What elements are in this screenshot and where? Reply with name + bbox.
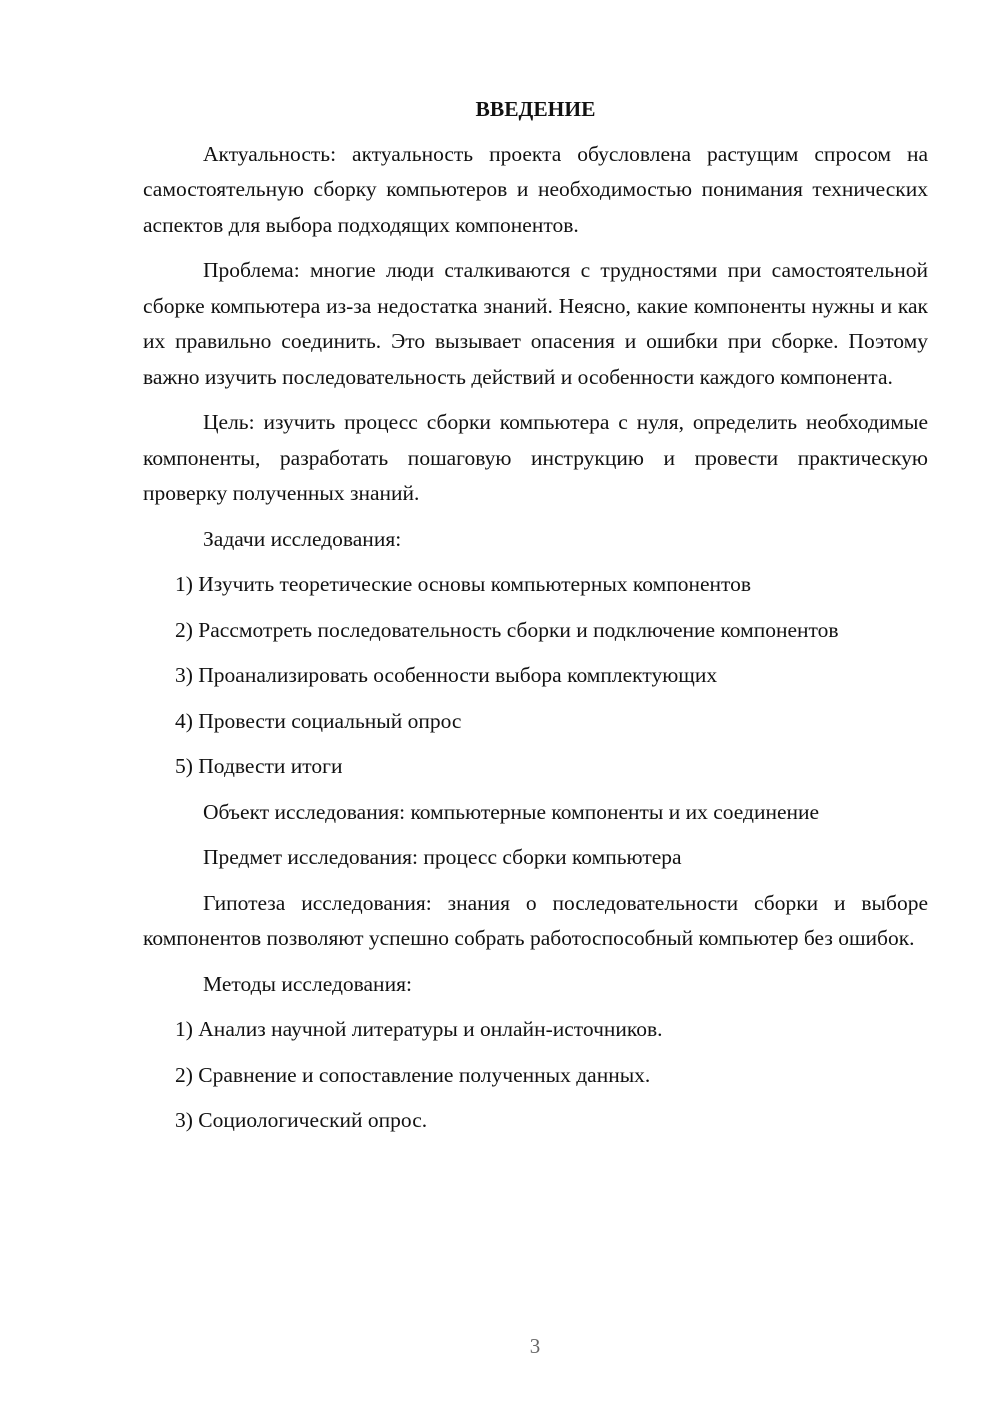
problem-paragraph: Проблема: многие люди сталкиваются с трудностями при самостоятельной сборке компьютера из-за недостатка знаний. Неясно, какие компоненты нужны и как их правильно соединить. Это вызывает опасения и ошибки при сборке. Поэтому важно изучить последовательность действий и особенности каждого компонента. <box>143 258 928 389</box>
task-item-4: 4) Провести социальный опрос <box>175 708 462 733</box>
tasks-heading: Задачи исследования: <box>203 526 402 551</box>
method-item-3: 3) Социологический опрос. <box>175 1108 428 1132</box>
goal-paragraph: Цель: изучить процесс сборки компьютера с нуля, определить необходимые компоненты, разработать пошаговую инструкцию и провести практическую проверку полученных знаний. <box>143 410 928 505</box>
task-item-1: 1) Изучить теоретические основы компьютерных компонентов <box>175 572 752 596</box>
research-subject: Предмет исследования: процесс сборки компьютера <box>203 845 682 869</box>
task-item-2: 2) Рассмотреть последовательность сборки и подключение компонентов <box>175 617 839 642</box>
page-number: 3 <box>529 1334 541 1358</box>
method-item-2: 2) Сравнение и сопоставление полученных данных. <box>175 1062 651 1087</box>
research-hypothesis: Гипотеза исследования: знания о последовательности сборки и выборе компонентов позволяют успешно собрать работоспособный компьютер без ошибок. <box>143 890 928 950</box>
task-item-3: 3) Проанализировать особенности выбора комплектующих <box>175 663 718 687</box>
relevance-paragraph: Актуальность: актуальность проекта обусловлена растущим спросом на самостоятельную сборку компьютеров и необходимостью понимания технических аспектов для выбора подходящих компонентов. <box>143 141 928 237</box>
method-item-1: 1) Анализ научной литературы и онлайн-источников. <box>175 1017 663 1041</box>
task-item-5: 5) Подвести итоги <box>175 754 343 778</box>
section-title: ВВЕДЕНИЕ <box>475 97 596 121</box>
document-body <box>143 92 928 1149</box>
methods-heading: Методы исследования: <box>203 971 412 996</box>
research-object: Объект исследования: компьютерные компоненты и их соединение <box>203 799 820 824</box>
